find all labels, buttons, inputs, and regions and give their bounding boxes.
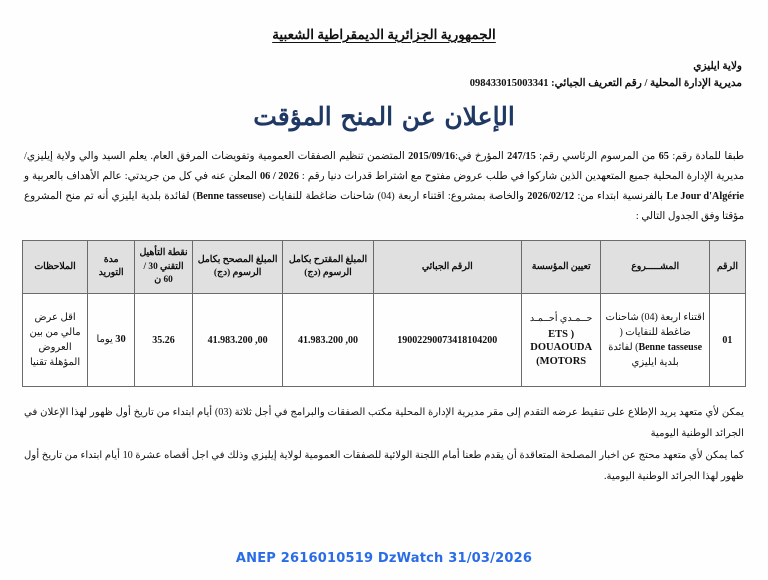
intro-s4: المتضمن تنظيم الصفقات العمومية وتفويضات المرفق العام. يعلم السيد والي ولاية إيليزي/ مديرية الإدارة المحلية جميع المتعهدين الذين شاركوا في طلب عروض مفتوح مع اشتراط قدرات دنيا رقم : bbox=[24, 151, 745, 183]
table-row bbox=[23, 294, 746, 387]
col-header-delivery-delay: مدة التوريد bbox=[88, 241, 135, 294]
title-wrapper bbox=[22, 103, 746, 132]
intro-s3: المؤرخ في: bbox=[455, 151, 504, 163]
provisional-award-table bbox=[22, 240, 746, 387]
intro-project-ar-2: ) لفائدة بلدية ايليزي bbox=[111, 190, 197, 202]
col-header-remarks: الملاحظات bbox=[23, 241, 88, 294]
publication-start-date: 2026/02/12 bbox=[527, 190, 575, 202]
cell-technical-score: 35.26 bbox=[135, 294, 193, 387]
directorate-tax-line bbox=[22, 76, 742, 92]
intro-s5: المعلن عنه في كل من جريدتي: عالم الأهداف بالعربية و bbox=[24, 171, 257, 183]
intro-paragraph bbox=[24, 147, 744, 226]
republic-heading: الجمهورية الجزائرية الديمقراطية الشعبية bbox=[272, 27, 496, 42]
col-header-tax-id: الرقم الجبائي bbox=[373, 241, 521, 294]
cell-project-latin: Benne tasseuse bbox=[638, 342, 703, 354]
col-header-project: المشـــــروع bbox=[601, 241, 709, 294]
cell-amount-proposed: 41.983.200 ,00 bbox=[283, 294, 373, 387]
footer-notes bbox=[24, 403, 744, 487]
wilaya-name: ولاية ايليزي bbox=[693, 61, 742, 72]
col-header-amount-corrected: المبلغ المصحح بكامل الرسوم (دج) bbox=[192, 241, 282, 294]
col-header-technical-score: نقطة التأهيل التقني 30 / 60 ن bbox=[135, 241, 193, 294]
cell-remark: اقل عرض مالي من بين العروض المؤهلة تقنيا bbox=[23, 294, 88, 387]
decree-number: 247/15 bbox=[507, 151, 536, 163]
intro-s7: والخاصة بمشروع: bbox=[447, 190, 524, 202]
col-header-amount-proposed: المبلغ المقترح بكامل الرسوم (دج) bbox=[283, 241, 373, 294]
cell-delivery-delay bbox=[88, 294, 135, 387]
cell-amount-corrected: 41.983.200 ,00 bbox=[192, 294, 282, 387]
cell-project-ar-2: ) لفائدة بلدية ايليزي bbox=[608, 342, 679, 369]
directorate-label: مديرية الإدارة المحلية / رقم التعريف الجبائي: bbox=[551, 78, 742, 90]
page-title: الإعلان عن المنح المؤقت bbox=[253, 101, 515, 131]
cell-delay-value: 30 bbox=[115, 334, 126, 346]
note-review-period: يمكن لأي متعهد يريد الإطلاع على تنقيط عرضه التقدم إلى مقر مديرية الإدارة المحلية مكتب الصفقات والبرامج في أجل ثلاثة (03) أيام ابتداء من تاريخ أول ظهور لهذا الإعلان في الجرائد الوطنية اليومية bbox=[24, 407, 744, 439]
cell-delay-unit: يوما bbox=[96, 334, 113, 346]
intro-project-ar-1: اقتناء اربعة (04) شاحنات ضاغطة للنفايات ( bbox=[261, 190, 445, 202]
article-number: 65 bbox=[658, 151, 669, 163]
cell-project bbox=[601, 294, 709, 387]
cell-project-ar-1: اقتناء اربعة (04) شاحنات ضاغطة للنفايات ( bbox=[605, 312, 705, 339]
col-header-number: الرقم bbox=[709, 241, 745, 294]
document-header bbox=[22, 26, 746, 59]
intro-s1: طبقا للمادة رقم: bbox=[672, 151, 744, 163]
table-header-row bbox=[23, 241, 746, 294]
cell-firm bbox=[521, 294, 601, 387]
cell-firm-arabic: حــمـدي أحــمـد bbox=[529, 313, 593, 325]
wilaya-block bbox=[22, 59, 742, 93]
intro-project-latin: Benne tasseuse bbox=[196, 190, 262, 202]
intro-s2: من المرسوم الرئاسي رقم: bbox=[539, 151, 656, 163]
note-appeal-period: كما يمكن لأي متعهد محتج عن اخبار المصلحة المتعاقدة أن يقدم طعنا أمام اللجنة الولائية للصفقات العمومية لولاية إيليزي وذلك في اجل أقصاه عشرة 10 أيام ابتداء من تاريخ أول ظهور لهذا الجرائد الوطنية اليومية. bbox=[24, 450, 744, 482]
intro-s6: بالفرنسية ابتداء من: bbox=[577, 190, 664, 202]
cell-firm-latin: ETS ) DOUAOUDA (MOTORS bbox=[530, 328, 593, 367]
col-header-firm: تعيين المؤسسة bbox=[521, 241, 601, 294]
anep-reference: ANEP 2616010519 DzWatch 31/03/2026 bbox=[235, 551, 533, 566]
cell-tax-id: 19002290073418104200 bbox=[373, 294, 521, 387]
decree-date: 2015/09/16 bbox=[408, 151, 456, 163]
cell-number: 01 bbox=[709, 294, 745, 387]
tax-id-value: 098433015003341 bbox=[469, 78, 549, 90]
newspaper-name-latin: Le Jour d'Algérie bbox=[666, 190, 744, 202]
intro-s8: أنه تم منح المشروع مؤقتا وفق الجدول التالي : bbox=[24, 190, 744, 222]
tender-number: 06 / 2026 bbox=[259, 171, 299, 183]
